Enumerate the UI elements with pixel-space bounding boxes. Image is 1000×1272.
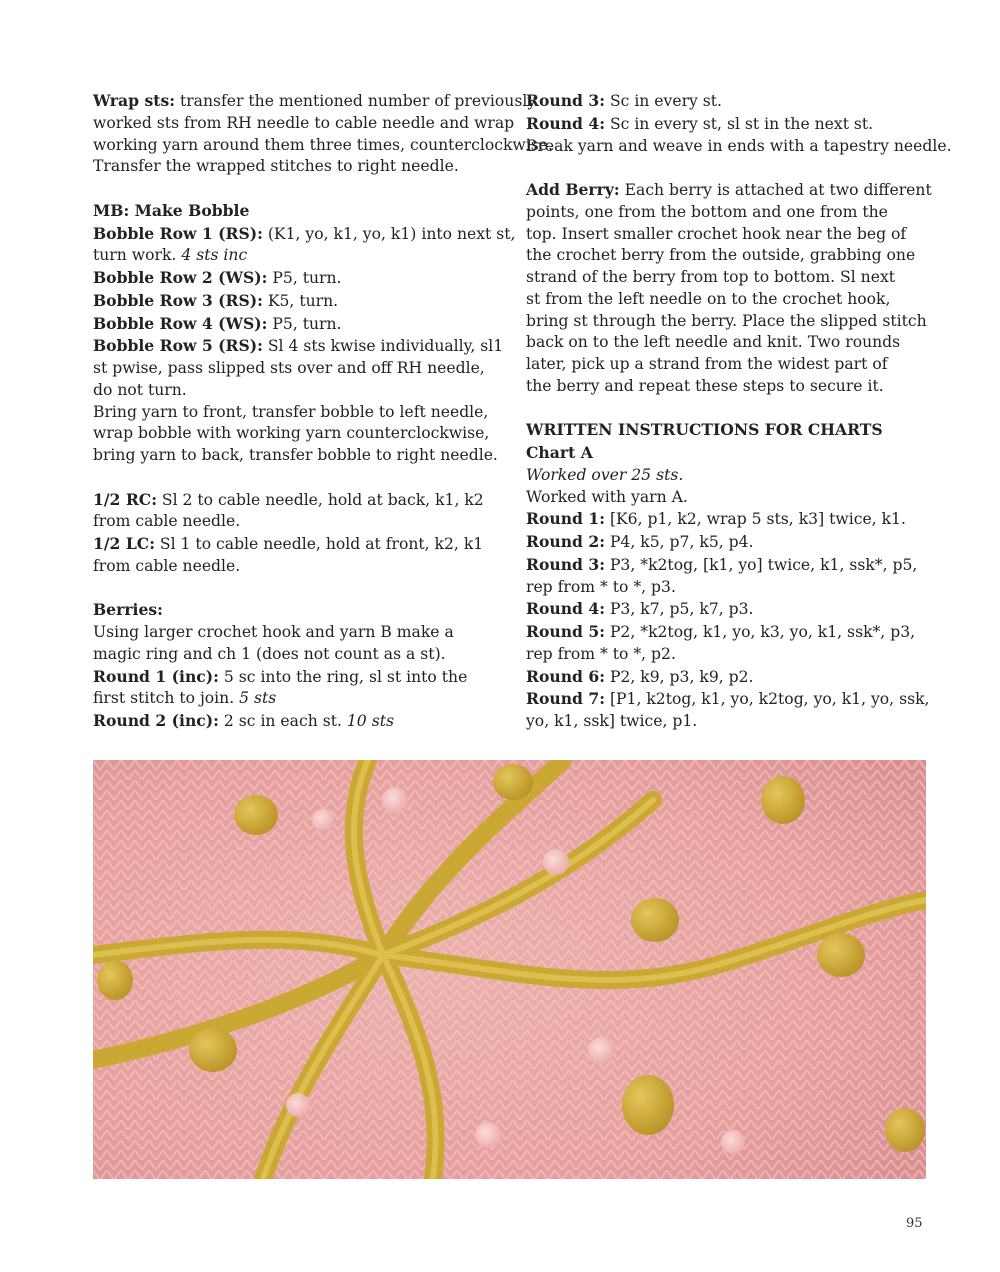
body-text: bring st through the berry. Place the slipped stitch	[526, 311, 927, 330]
body-text: Using larger crochet hook and yarn B make a	[93, 623, 454, 641]
text-line	[93, 200, 508, 223]
body-text: [P1, k2tog, k1, yo, k2tog, yo, k1, yo, ssk,	[604, 690, 930, 709]
bold-label: Round 1:	[526, 509, 605, 529]
text-line	[526, 224, 926, 246]
text-line	[526, 419, 926, 442]
body-text: bring yarn to back, transfer bobble to right needle.	[93, 446, 498, 464]
bold-label: Bobble Row 1 (RS):	[93, 223, 263, 243]
text-line	[526, 598, 926, 621]
body-text: turn work.	[93, 246, 182, 265]
body-text: [K6, p1, k2, wrap 5 sts, k3] twice, k1.	[604, 510, 906, 529]
text-line	[93, 156, 508, 178]
text-line	[93, 688, 508, 710]
body-text: wrap bobble with working yarn counterclockwise,	[93, 424, 490, 443]
text-line	[93, 402, 508, 424]
bold-label: Round 7:	[526, 689, 605, 709]
body-text: Bring yarn to front, transfer bobble to left needle,	[93, 402, 489, 421]
body-text: P3, k7, p5, k7, p3.	[604, 600, 754, 619]
knitted-berries-photo	[93, 760, 926, 1179]
body-text: Sc in every st.	[604, 92, 723, 110]
text-line	[93, 533, 508, 556]
paragraph-gap	[93, 578, 508, 600]
body-text: worked sts from RH needle to cable needle and wrap	[93, 113, 515, 132]
text-line	[526, 465, 926, 487]
bold-label: Round 1 (inc):	[93, 666, 219, 686]
bold-label: Round 6:	[526, 666, 605, 686]
body-text: P3, *k2tog, [k1, yo] twice, k1, ssk*, p5,	[604, 555, 918, 574]
text-line	[526, 644, 926, 666]
body-text: back on to the left needle and knit. Two rounds	[526, 333, 901, 352]
body-text: rep from * to *, p2.	[526, 644, 676, 663]
italic-note: 4 sts inc	[181, 246, 248, 265]
text-line	[526, 442, 926, 465]
text-line	[526, 90, 926, 113]
text-line	[526, 621, 926, 644]
text-line	[526, 311, 926, 333]
text-line	[526, 136, 952, 158]
body-text: top. Insert smaller crochet hook near the beg of	[526, 224, 907, 243]
body-text: P4, k5, p7, k5, p4.	[604, 533, 754, 551]
text-line	[526, 711, 926, 733]
paragraph-gap	[93, 178, 508, 200]
bold-label: Add Berry:	[526, 180, 620, 199]
body-text: first stitch to join.	[93, 689, 240, 708]
bold-label: 1/2 RC:	[93, 489, 157, 509]
text-line	[526, 531, 926, 554]
bold-label: Bobble Row 2 (WS):	[93, 268, 268, 287]
body-text: the crochet berry from the outside, grabbing one	[526, 246, 916, 265]
text-line	[526, 267, 926, 289]
bold-label: Round 4:	[526, 113, 605, 133]
text-line	[93, 622, 508, 644]
body-text: later, pick up a strand from the widest part of	[526, 355, 888, 373]
text-line	[93, 113, 515, 135]
body-text: P5, turn.	[267, 314, 342, 333]
paragraph-gap	[93, 467, 508, 489]
bold-label: Round 3:	[526, 554, 605, 574]
bold-label: Wrap sts:	[93, 91, 175, 110]
bold-label: 1/2 LC:	[93, 534, 155, 553]
bold-label: WRITTEN INSTRUCTIONS FOR CHARTS	[526, 420, 883, 440]
body-text: the berry and repeat these steps to secure it.	[526, 376, 884, 395]
text-line	[93, 245, 508, 267]
italic-note: Worked over 25 sts.	[526, 465, 684, 484]
body-text: K5, turn.	[262, 291, 339, 310]
body-text: working yarn around them three times, counterclockwise.	[93, 135, 553, 154]
body-text: Sl 1 to cable needle, hold at front, k2, k1	[154, 535, 484, 553]
text-line	[526, 508, 926, 531]
text-line	[93, 710, 508, 733]
body-text: 5 sc into the ring, sl st into the	[218, 667, 468, 686]
body-text: Transfer the wrapped stitches to right needle.	[93, 157, 459, 176]
body-text: points, one from the bottom and one from the	[526, 202, 888, 221]
bold-label: Round 2:	[526, 532, 605, 551]
text-line	[93, 358, 508, 380]
body-text: (K1, yo, k1, yo, k1) into next st,	[262, 224, 516, 243]
bold-label: Round 4:	[526, 599, 605, 619]
bold-label: Round 2 (inc):	[93, 711, 219, 730]
page-number: 95	[906, 1216, 923, 1231]
text-line	[526, 487, 926, 509]
body-text: 2 sc in each st.	[218, 712, 347, 730]
text-line	[93, 423, 508, 445]
text-line	[93, 644, 508, 666]
text-line	[526, 332, 926, 354]
body-text: Sl 4 sts kwise individually, sl1	[262, 337, 504, 356]
text-line	[526, 554, 926, 577]
body-text: strand of the berry from top to bottom. Sl next	[526, 268, 896, 286]
body-text: Sl 2 to cable needle, hold at back, k1, k2	[156, 490, 484, 509]
body-text: Worked with yarn A.	[526, 487, 688, 506]
left-text-column	[93, 90, 553, 733]
text-line	[93, 90, 537, 113]
text-line	[526, 376, 926, 398]
italic-note: 5 sts	[239, 689, 277, 708]
body-text: P5, turn.	[267, 269, 342, 287]
body-text: P2, k9, p3, k9, p2.	[604, 667, 754, 686]
body-text: Sc in every st, sl st in the next st.	[604, 114, 874, 133]
bold-label: Bobble Row 3 (RS):	[93, 290, 263, 310]
body-text: Each berry is attached at two different	[619, 181, 932, 199]
text-line	[526, 289, 926, 311]
text-line	[526, 354, 926, 376]
knit-fabric-illustration	[93, 760, 926, 1179]
text-line	[93, 511, 508, 533]
bold-label: Bobble Row 4 (WS):	[93, 313, 268, 333]
text-line	[526, 688, 930, 711]
bold-label: Bobble Row 5 (RS):	[93, 336, 263, 356]
body-text: yo, k1, ssk] twice, p1.	[526, 712, 698, 730]
body-text: rep from * to *, p3.	[526, 577, 676, 596]
text-line	[93, 290, 508, 313]
body-text: Break yarn and weave in ends with a tapestry needle.	[526, 136, 952, 155]
text-line	[93, 445, 508, 467]
body-text: from cable needle.	[93, 556, 241, 575]
text-line	[93, 335, 508, 358]
text-line	[526, 113, 926, 136]
body-text: transfer the mentioned number of previously	[174, 92, 537, 110]
text-line	[526, 577, 926, 599]
body-text: from cable needle.	[93, 512, 241, 531]
bold-label: MB: Make Bobble	[93, 200, 250, 220]
body-text: st pwise, pass slipped sts over and off RH needle,	[93, 359, 485, 377]
text-line	[93, 666, 508, 689]
text-line	[93, 489, 508, 512]
italic-note: 10 sts	[346, 712, 394, 730]
text-line	[526, 179, 932, 202]
text-line	[93, 313, 508, 336]
text-line	[93, 380, 508, 402]
body-text: do not turn.	[93, 380, 187, 399]
text-line	[93, 556, 508, 578]
text-line	[93, 599, 508, 622]
text-line	[526, 245, 926, 267]
bold-label: Berries:	[93, 600, 163, 620]
text-line	[93, 135, 553, 157]
body-text: P2, *k2tog, k1, yo, k3, yo, k1, ssk*, p3,	[604, 623, 916, 641]
paragraph-gap	[526, 398, 926, 420]
bold-label: Round 3:	[526, 91, 605, 110]
text-line	[526, 666, 926, 689]
body-text: st from the left needle on to the crochet hook,	[526, 289, 891, 308]
bold-label: Chart A	[526, 443, 593, 462]
body-text: magic ring and ch 1 (does not count as a st).	[93, 644, 446, 663]
bold-label: Round 5:	[526, 622, 605, 641]
text-line	[93, 223, 516, 246]
right-text-column	[526, 90, 952, 733]
text-line	[526, 202, 926, 224]
paragraph-gap	[526, 157, 926, 179]
text-line	[93, 267, 508, 290]
